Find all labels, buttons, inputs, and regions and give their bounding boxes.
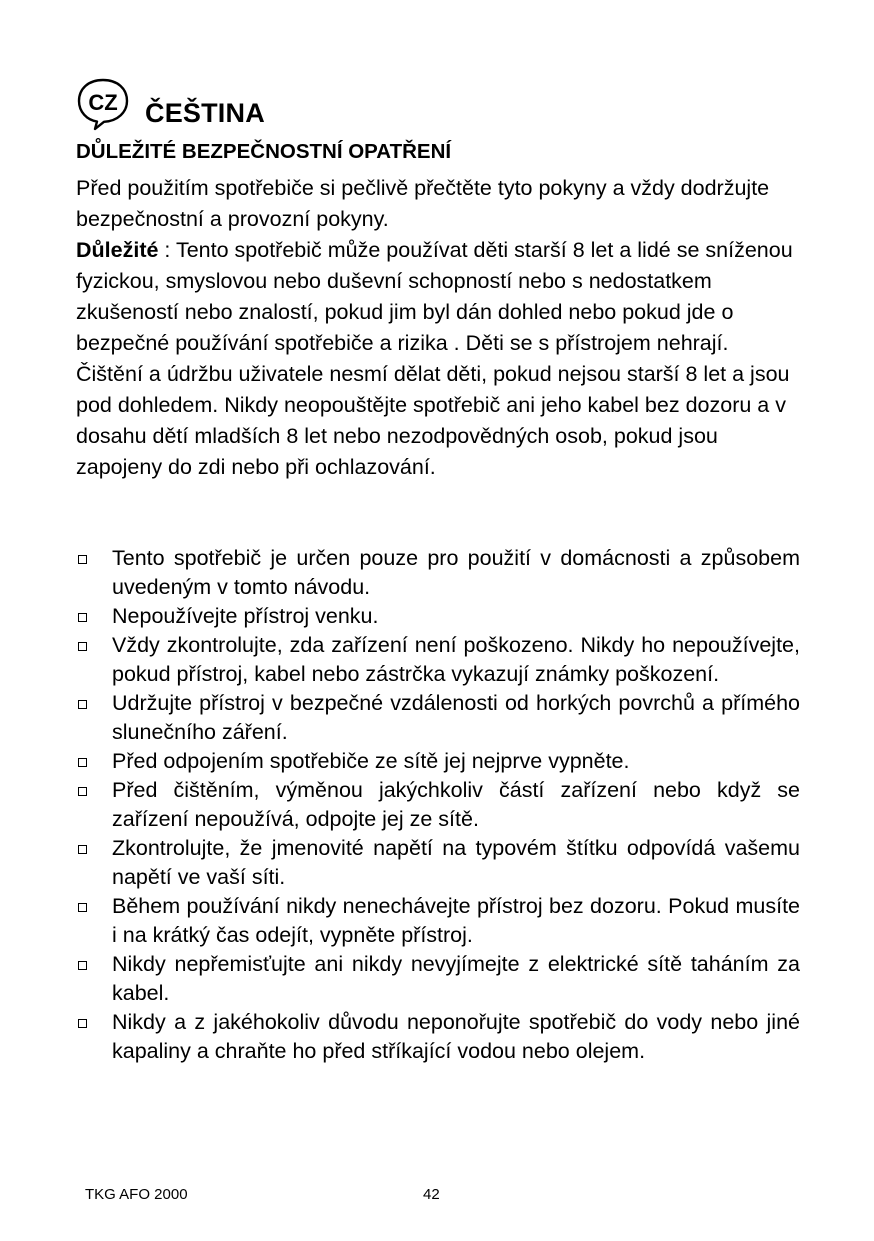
checkbox-bullet-icon [78,555,87,564]
list-item [76,747,800,776]
speech-bubble-icon [76,77,130,131]
list-item [76,689,800,747]
important-text: : Tento spotřebič může používat děti starší 8 let a lidé se sníženou fyzickou, smyslovou nebo duševní schopností nebo s nedostatkem zkušeností nebo znalostí, pokud jim byl dán dohled nebo pokud jde o bezpečné používání spotřebiče a rizika . Děti se s přístrojem nehrají. Čištění a údržbu uživatele nesmí dělat děti, pokud nejsou starší 8 let a jsou pod dohledem. Nikdy neopouštějte spotřebič ani jeho kabel bez dozoru a v dosahu dětí mladších 8 let nebo nezodpovědných osob, pokud jsou zapojeny do zdi nebo při ochlazování. [76,238,793,479]
list-item [76,1008,800,1066]
page-number: 42 [423,1186,440,1203]
list-item [76,602,800,631]
checkbox-bullet-icon [78,961,87,970]
list-item [76,834,800,892]
list-item [76,776,800,834]
list-item-text: Udržujte přístroj v bezpečné vzdálenosti od horkých povrchů a přímého slunečního záření. [112,691,800,744]
checkbox-bullet-icon [78,700,87,709]
intro-text [76,173,801,483]
list-item [76,631,800,689]
list-item-text: Zkontrolujte, že jmenovité napětí na typovém štítku odpovídá vašemu napětí ve vaší síti. [112,836,800,889]
list-item [76,544,800,602]
important-label: Důležité [76,238,159,262]
lang-code: CZ [88,90,118,115]
list-item-text: Nikdy nepřemisťujte ani nikdy nevyjímejte z elektrické sítě taháním za kabel. [112,952,800,1005]
checkbox-bullet-icon [78,787,87,796]
checkbox-bullet-icon [78,845,87,854]
checkbox-bullet-icon [78,1019,87,1028]
safety-list [76,544,800,1066]
list-item-text: Před odpojením spotřebiče ze sítě jej nejprve vypněte. [112,749,630,773]
important-paragraph [76,235,801,483]
checkbox-bullet-icon [78,642,87,651]
list-item [76,892,800,950]
intro-paragraph: Před použitím spotřebiče si pečlivě přečtěte tyto pokyny a vždy dodržujte bezpečnostní a provozní pokyny. [76,176,770,231]
checkbox-bullet-icon [78,903,87,912]
list-item-text: Před čištěním, výměnou jakýchkoliv částí zařízení nebo když se zařízení nepoužívá, odpojte jej ze sítě. [112,778,800,831]
list-item-text: Nepoužívejte přístroj venku. [112,604,379,628]
list-item-text: Tento spotřebič je určen pouze pro použití v domácnosti a způsobem uvedeným v tomto návodu. [112,546,800,599]
checkbox-bullet-icon [78,613,87,622]
list-item [76,950,800,1008]
list-item-text: Během používání nikdy nenechávejte přístroj bez dozoru. Pokud musíte i na krátký čas odejít, vypněte přístroj. [112,894,800,947]
list-item-text: Nikdy a z jakéhokoliv důvodu neponořujte spotřebič do vody nebo jiné kapaliny a chraňte ho před stříkající vodou nebo olejem. [112,1010,800,1063]
footer-model: TKG AFO 2000 [85,1186,188,1203]
section-heading: DŮLEŽITÉ BEZPEČNOSTNÍ OPATŘENÍ [76,140,452,163]
list-item-text: Vždy zkontrolujte, zda zařízení není poškozeno. Nikdy ho nepoužívejte, pokud přístroj, kabel nebo zástrčka vykazují známky poškození. [112,633,800,686]
language-title: ČEŠTINA [145,98,265,128]
checkbox-bullet-icon [78,758,87,767]
